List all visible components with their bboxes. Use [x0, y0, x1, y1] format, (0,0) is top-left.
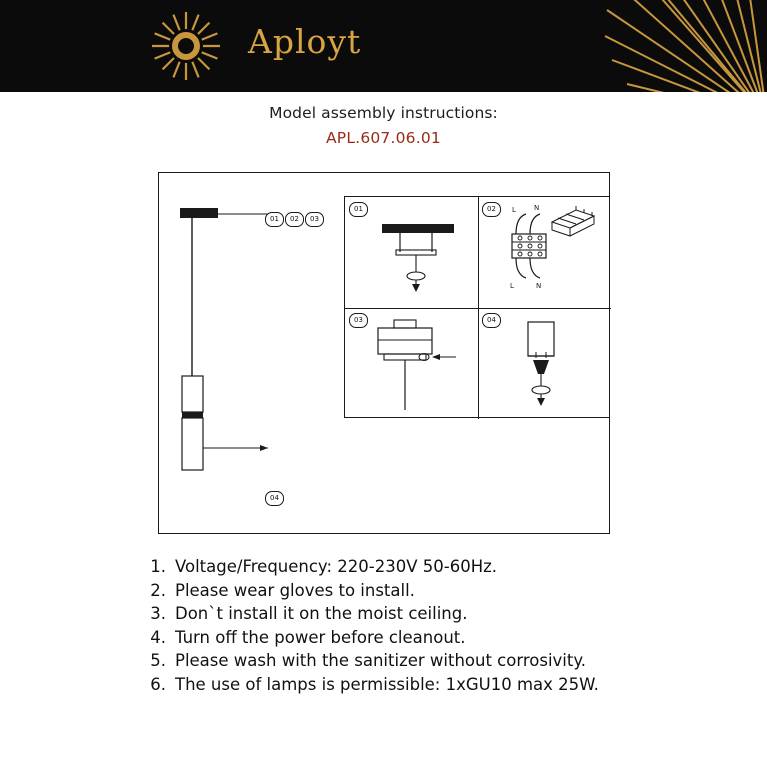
svg-text:N: N — [534, 204, 540, 212]
header-banner — [0, 0, 767, 92]
note-item — [140, 580, 740, 603]
notes-list — [140, 556, 740, 697]
grid-divider-horizontal — [345, 308, 611, 309]
note-item — [140, 650, 740, 673]
note-number: 2. — [150, 580, 166, 600]
step-badge-02: 02 — [482, 202, 501, 217]
note-text: The use of lamps is permissible: 1xGU10 max 25W. — [175, 674, 599, 694]
svg-text:L: L — [512, 206, 516, 214]
callout-badge-02: 02 — [285, 212, 304, 227]
title-block — [0, 104, 767, 147]
svg-text:N: N — [536, 282, 542, 290]
step-01-drawing — [360, 210, 476, 305]
step-badge-01: 01 — [349, 202, 368, 217]
note-number: 5. — [150, 651, 166, 670]
instructions-heading: Model assembly instructions: — [269, 104, 498, 122]
note-item — [140, 556, 740, 579]
note-item — [140, 627, 740, 650]
svg-text:L: L — [510, 282, 514, 290]
fan-rays-icon — [467, 0, 767, 92]
note-text: Don`t install it on the moist ceiling. — [175, 604, 468, 623]
note-number: 3. — [150, 604, 166, 623]
product-elevation-drawing — [160, 176, 340, 530]
step-03-drawing — [358, 318, 478, 418]
callout-badge-01: 01 — [265, 212, 284, 227]
note-item — [140, 674, 740, 697]
note-number: 6. — [150, 674, 166, 694]
model-code: APL.607.06.01 — [326, 129, 441, 147]
step-04-drawing — [492, 318, 608, 418]
step-02-drawing — [490, 204, 606, 304]
brand-name: Aployt — [248, 22, 362, 61]
note-item — [140, 603, 740, 626]
note-text: Please wash with the sanitizer without corrosivity. — [175, 651, 587, 670]
note-text: Please wear gloves to install. — [175, 580, 415, 600]
note-text: Turn off the power before cleanout. — [175, 627, 466, 647]
note-text: Voltage/Frequency: 220-230V 50-60Hz. — [175, 557, 498, 576]
note-number: 4. — [150, 627, 166, 647]
step-badge-03: 03 — [349, 313, 368, 328]
callout-badge-04: 04 — [265, 491, 284, 506]
step-badge-04: 04 — [482, 313, 501, 328]
sunburst-emblem-icon — [150, 10, 222, 82]
callout-badge-03: 03 — [305, 212, 324, 227]
note-number: 1. — [150, 557, 166, 576]
